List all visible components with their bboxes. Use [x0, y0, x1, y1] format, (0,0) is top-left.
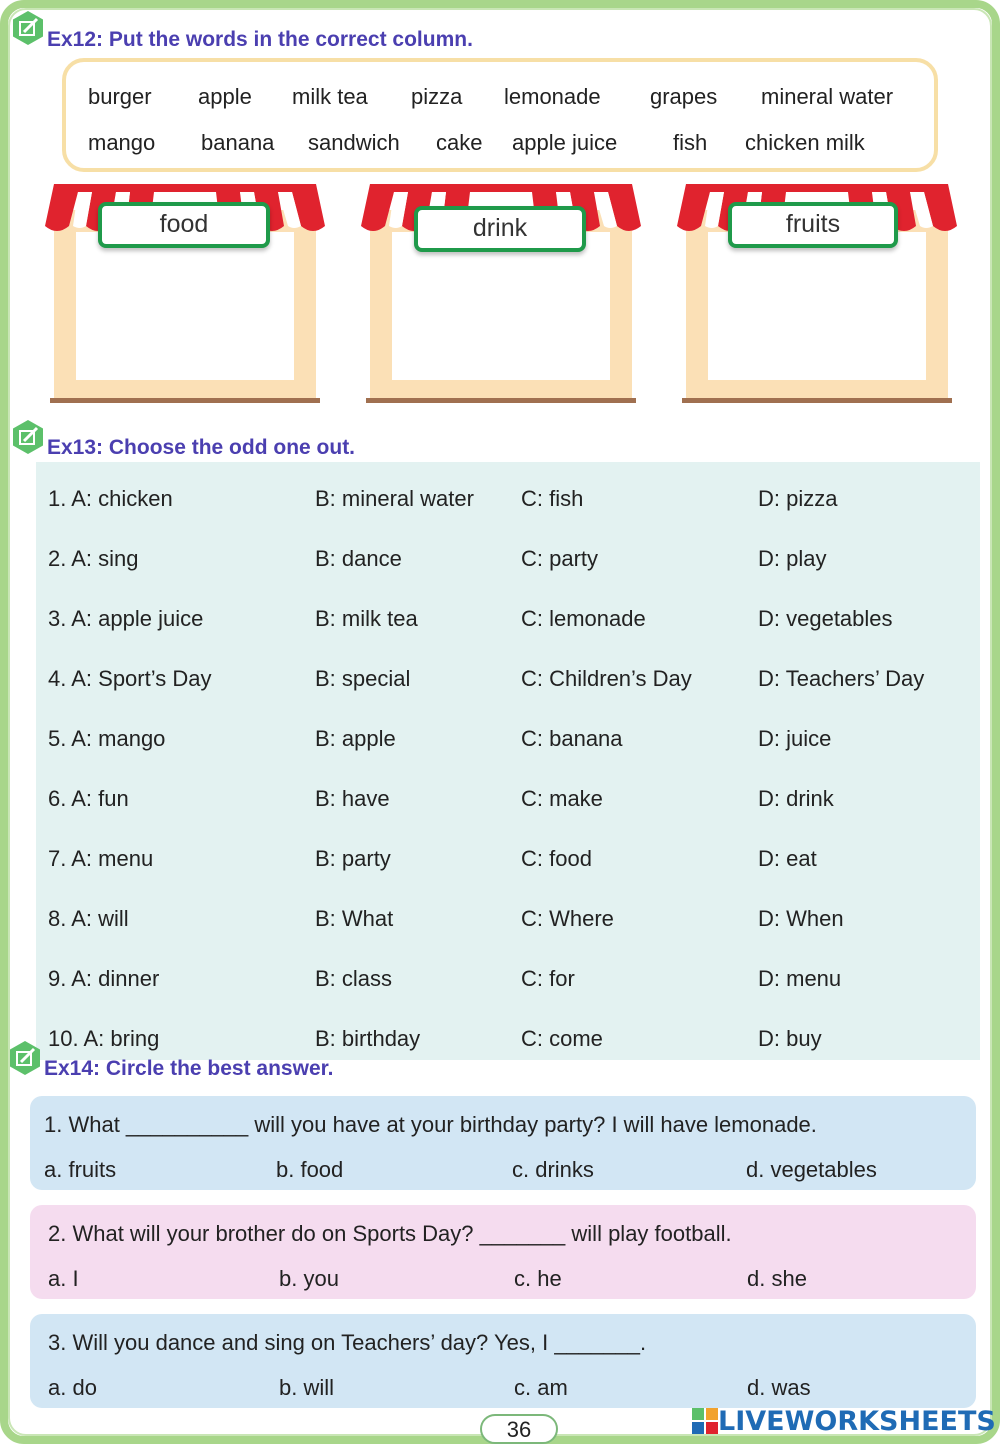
pencil-badge-icon [10, 419, 46, 455]
word-bank-word[interactable]: pizza [411, 84, 463, 109]
pencil-badge-icon [10, 10, 46, 46]
liveworksheets-logo [692, 1404, 996, 1438]
ex14-q2-option-b[interactable]: b. you [279, 1266, 339, 1291]
ex14-question-box [30, 1314, 976, 1408]
ex13-q5-option-b[interactable]: B: apple [315, 726, 396, 751]
ex13-q9-option-d[interactable]: D: menu [758, 966, 842, 991]
ex13-q9-option-b[interactable]: B: class [315, 966, 393, 991]
ex13-q5-option-a[interactable]: 5. A: mango [48, 726, 166, 751]
ex14-q3-option-a[interactable]: a. do [48, 1375, 97, 1400]
ex13-q8-option-c[interactable]: C: Where [521, 906, 614, 931]
ex13-q1-option-b[interactable]: B: mineral water [315, 486, 474, 511]
page-number: 36 [480, 1414, 558, 1444]
ex13-q7-option-d[interactable]: D: eat [758, 846, 817, 871]
ex13-q5-option-d[interactable]: D: juice [758, 726, 832, 751]
ex13-q5-option-c[interactable]: C: banana [521, 726, 623, 751]
ex13-q6-option-d[interactable]: D: drink [758, 786, 834, 811]
ex13-q8-option-b[interactable]: B: What [315, 906, 394, 931]
ex13-q6-option-a[interactable]: 6. A: fun [48, 786, 129, 811]
ex13-q4-option-b[interactable]: B: special [315, 666, 411, 691]
ex14-question-box [30, 1205, 976, 1299]
ex13-q7-option-c[interactable]: C: food [521, 846, 592, 871]
ex14-question-text: 3. Will you dance and sing on Teachers’ day? Yes, I _______. [48, 1330, 647, 1355]
word-bank-word[interactable]: milk tea [292, 84, 368, 109]
ex13-q3-option-c[interactable]: C: lemonade [521, 606, 646, 631]
word-bank-word[interactable]: chicken milk [745, 130, 865, 155]
ex13-q2-option-c[interactable]: C: party [521, 546, 599, 571]
ex13-q4-option-d[interactable]: D: Teachers’ Day [758, 666, 925, 691]
word-bank-word[interactable]: apple juice [512, 130, 618, 155]
ex13-q6-option-c[interactable]: C: make [521, 786, 603, 811]
word-bank-word[interactable]: mineral water [761, 84, 894, 109]
ex13-q10-option-d[interactable]: D: buy [758, 1026, 822, 1051]
ex13-q3-option-b[interactable]: B: milk tea [315, 606, 418, 631]
ex14-q1-option-d[interactable]: d. vegetables [746, 1157, 877, 1182]
ex12-title: Ex12: Put the words in the correct column. [47, 28, 473, 51]
ex13-q8-option-a[interactable]: 8. A: will [48, 906, 129, 931]
shop-drink[interactable] [356, 180, 646, 408]
ex13-q1-option-d[interactable]: D: pizza [758, 486, 838, 511]
column-label-fruits: fruits [728, 202, 898, 248]
ex13-q1-option-a[interactable]: 1. A: chicken [48, 486, 173, 511]
ex13-q6-option-b[interactable]: B: have [315, 786, 390, 811]
word-bank [62, 58, 938, 172]
column-label-food: food [98, 202, 270, 248]
ex14-q2-option-d[interactable]: d. she [747, 1266, 807, 1291]
word-bank-word[interactable]: lemonade [504, 84, 601, 109]
ex13-q2-option-a[interactable]: 2. A: sing [48, 546, 139, 571]
ex14-q2-option-a[interactable]: a. I [48, 1266, 79, 1291]
ex13-title: Ex13: Choose the odd one out. [47, 436, 356, 459]
word-bank-word[interactable]: fish [673, 130, 708, 155]
ex14-q2-option-c[interactable]: c. he [514, 1266, 562, 1291]
ex13-q7-option-a[interactable]: 7. A: menu [48, 846, 154, 871]
liveworksheets-logo-icon [692, 1408, 718, 1434]
ex14-q3-option-d[interactable]: d. was [747, 1375, 811, 1400]
word-bank-word[interactable]: grapes [650, 84, 718, 109]
ex13-q10-option-b[interactable]: B: birthday [315, 1026, 421, 1051]
ex14-q1-option-b[interactable]: b. food [276, 1157, 344, 1182]
ex14-question-text: 2. What will your brother do on Sports Day? _______ will play football. [48, 1221, 732, 1246]
ex13-q9-option-c[interactable]: C: for [521, 966, 575, 991]
ex14-q3-option-b[interactable]: b. will [279, 1375, 335, 1400]
ex13-q7-option-b[interactable]: B: party [315, 846, 391, 871]
shop-food[interactable] [40, 180, 330, 408]
ex13-q10-option-c[interactable]: C: come [521, 1026, 603, 1051]
ex13-q10-option-a[interactable]: 10. A: bring [48, 1026, 160, 1051]
word-bank-word[interactable]: sandwich [308, 130, 400, 155]
ex14-q1-option-a[interactable]: a. fruits [44, 1157, 117, 1182]
ex13-q2-option-d[interactable]: D: play [758, 546, 827, 571]
brand-text: LIVEWORKSHEETS [718, 1405, 996, 1437]
ex13-q1-option-c[interactable]: C: fish [521, 486, 584, 511]
ex14-q1-option-c[interactable]: c. drinks [512, 1157, 594, 1182]
ex13-q3-option-a[interactable]: 3. A: apple juice [48, 606, 204, 631]
pencil-badge-icon [7, 1040, 43, 1076]
ex13-q4-option-a[interactable]: 4. A: Sport’s Day [48, 666, 212, 691]
column-label-drink: drink [414, 206, 586, 252]
shop-fruits[interactable] [672, 180, 962, 408]
ex13-q8-option-d[interactable]: D: When [758, 906, 844, 931]
ex14-q3-option-c[interactable]: c. am [514, 1375, 568, 1400]
word-bank-word[interactable]: mango [88, 130, 156, 155]
word-bank-word[interactable]: banana [201, 130, 275, 155]
ex14-title: Ex14: Circle the best answer. [44, 1057, 334, 1080]
ex13-q4-option-c[interactable]: C: Children’s Day [521, 666, 692, 691]
word-bank-word[interactable]: apple [198, 84, 252, 109]
word-bank-word[interactable]: cake [436, 130, 483, 155]
ex13-q3-option-d[interactable]: D: vegetables [758, 606, 893, 631]
word-bank-word[interactable]: burger [88, 84, 152, 109]
ex13-q2-option-b[interactable]: B: dance [315, 546, 402, 571]
ex13-q9-option-a[interactable]: 9. A: dinner [48, 966, 160, 991]
ex14-question-text: 1. What __________ will you have at your birthday party? I will have lemonade. [44, 1112, 817, 1137]
